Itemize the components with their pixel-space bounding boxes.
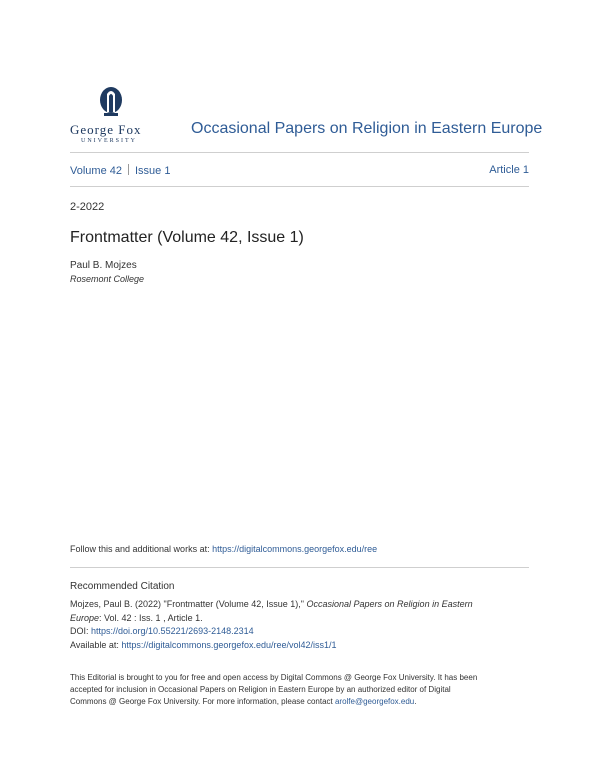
footer-period: . bbox=[414, 697, 417, 707]
footer-line-1: This Editorial is brought to you for free and open access by Digital Commons @ George Fox University. It has been bbox=[70, 673, 478, 682]
article-link[interactable]: Article 1 bbox=[489, 164, 529, 176]
footer-contact-text: Commons @ George Fox University. For more information, please contact bbox=[70, 697, 335, 707]
citation-author-title: Mojzes, Paul B. (2022) "Frontmatter (Volume 42, Issue 1)," bbox=[70, 599, 307, 609]
footer-notice bbox=[70, 672, 532, 709]
doi-label: DOI: bbox=[70, 626, 92, 637]
header-divider bbox=[70, 152, 529, 153]
citation-line-2 bbox=[70, 612, 530, 626]
citation-journal-end: Europe bbox=[70, 612, 100, 623]
journal-title-link[interactable]: Occasional Papers on Religion in Eastern Europe bbox=[191, 120, 543, 137]
logo-name: George Fox bbox=[70, 122, 142, 137]
footer-line-3 bbox=[70, 696, 532, 708]
recommended-citation-heading: Recommended Citation bbox=[70, 581, 175, 592]
available-link[interactable]: https://digitalcommons.georgefox.edu/ree/vol42/iss1/1 bbox=[121, 639, 337, 650]
breadcrumb-separator bbox=[128, 164, 129, 175]
george-fox-logo[interactable] bbox=[70, 86, 160, 144]
recommended-citation bbox=[70, 598, 530, 652]
doi-link[interactable]: https://doi.org/10.55221/2693-2148.2314 bbox=[91, 626, 254, 637]
author-name: Paul B. Mojzes bbox=[70, 260, 137, 271]
volume-issue-breadcrumb bbox=[70, 164, 170, 177]
footer-line-2: accepted for inclusion in Occasional Papers on Religion in Eastern Europe by an authorized editor of Digital bbox=[70, 685, 451, 695]
citation-volume: : Vol. 42 : Iss. 1 , Article 1. bbox=[99, 612, 203, 623]
citation-doi bbox=[70, 625, 530, 639]
available-label: Available at: bbox=[70, 639, 122, 650]
author-affiliation: Rosemont College bbox=[70, 274, 145, 284]
contact-email-link[interactable]: arolfe@georgefox.edu bbox=[334, 697, 415, 707]
volume-link[interactable]: Volume 42 bbox=[70, 165, 122, 177]
publication-date: 2-2022 bbox=[70, 201, 105, 213]
follow-line bbox=[70, 544, 377, 554]
issue-link[interactable]: Issue 1 bbox=[134, 165, 171, 177]
logo-university: UNIVERSITY bbox=[81, 138, 137, 144]
citation-journal: Occasional Papers on Religion in Eastern bbox=[306, 599, 473, 609]
article-title: Frontmatter (Volume 42, Issue 1) bbox=[70, 229, 304, 246]
citation-available bbox=[70, 639, 530, 653]
citation-line-1 bbox=[70, 598, 530, 612]
citation-divider bbox=[70, 567, 529, 568]
follow-link[interactable]: https://digitalcommons.georgefox.edu/ree bbox=[212, 544, 378, 554]
follow-label: Follow this and additional works at: bbox=[70, 544, 213, 554]
meta-divider bbox=[70, 186, 529, 187]
george-fox-crest-icon bbox=[96, 86, 126, 120]
